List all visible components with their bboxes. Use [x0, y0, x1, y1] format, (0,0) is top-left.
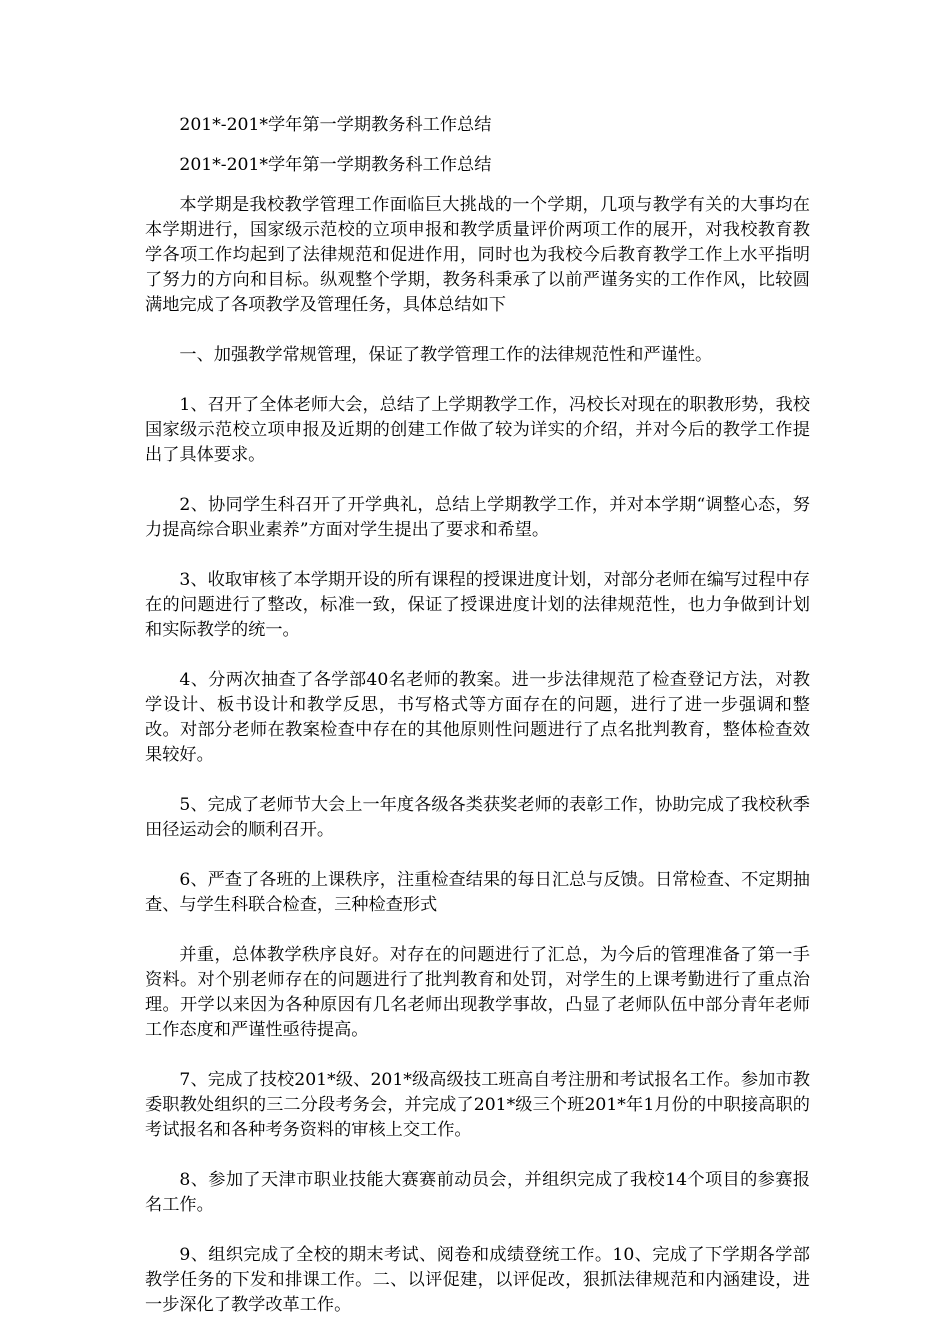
document-body — [145, 113, 810, 1343]
section-heading-1: 一、加强教学常规管理，保证了教学管理工作的法律规范性和严谨性。 — [179, 345, 713, 365]
document-subtitle: 201*-201*学年第一学期教务科工作总结 — [179, 155, 492, 175]
paragraph-item-6: 6、严查了各班的上课秩序，注重检查结果的每日汇总与反馈。日常检查、不定期抽查、与学生科联合检查，三种检查形式 — [145, 870, 810, 915]
paragraph-item-2: 2、协同学生科召开了开学典礼，总结上学期教学工作，并对本学期“调整心态，努力提高综合职业素养”方面对学生提出了要求和希望。 — [145, 495, 810, 540]
paragraph-item-1: 1、召开了全体老师大会，总结了上学期教学工作，冯校长对现在的职教形势，我校国家级示范校立项申报及近期的创建工作做了较为详实的介绍，并对今后的教学工作提出了具体要求。 — [145, 395, 810, 465]
paragraph-item-7: 7、完成了技校201*级、201*级高级技工班高自考注册和考试报名工作。参加市教委职教处组织的三二分段考务会，并完成了201*级三个班201*年1月份的中职接高职的考试报名和各种考务资料的审核上交工作。 — [145, 1070, 810, 1140]
document-title: 201*-201*学年第一学期教务科工作总结 — [179, 115, 492, 135]
paragraph-item-9: 9、组织完成了全校的期末考试、阅卷和成绩登统工作。10、完成了下学期各学部教学任务的下发和排课工作。二、以评促建，以评促改，狠抓法律规范和内涵建设，进一步深化了教学改革工作。 — [145, 1245, 810, 1315]
paragraph-item-8: 8、参加了天津市职业技能大赛赛前动员会，并组织完成了我校14个项目的参赛报名工作。 — [145, 1170, 810, 1215]
paragraph-item-6-continued: 并重，总体教学秩序良好。对存在的问题进行了汇总，为今后的管理准备了第一手资料。对个别老师存在的问题进行了批判教育和处罚，对学生的上课考勤进行了重点治理。开学以来因为各种原因有几名老师出现教学事故，凸显了老师队伍中部分青年老师工作态度和严谨性亟待提高。 — [145, 945, 810, 1040]
paragraph-item-3: 3、收取审核了本学期开设的所有课程的授课进度计划，对部分老师在编写过程中存在的问题进行了整改，标准一致，保证了授课进度计划的法律规范性，也力争做到计划和实际教学的统一。 — [145, 570, 810, 640]
paragraph-intro: 本学期是我校教学管理工作面临巨大挑战的一个学期，几项与教学有关的大事均在本学期进行，国家级示范校的立项申报和教学质量评价两项工作的展开，对我校教育教学各项工作均起到了法律规范和促进作用，同时也为我校今后教育教学工作上水平指明了努力的方向和目标。纵观整个学期，教务科秉承了以前严谨务实的工作作风，比较圆满地完成了各项教学及管理任务，具体总结如下 — [145, 195, 810, 315]
paragraph-item-5: 5、完成了老师节大会上一年度各级各类获奖老师的表彰工作，协助完成了我校秋季田径运动会的顺利召开。 — [145, 795, 810, 840]
paragraph-item-4: 4、分两次抽查了各学部40名老师的教案。进一步法律规范了检查登记方法，对教学设计、板书设计和教学反思，书写格式等方面存在的问题，进行了进一步强调和整改。对部分老师在教案检查中存在的其他原则性问题进行了点名批判教育，整体检查效果较好。 — [145, 670, 810, 765]
